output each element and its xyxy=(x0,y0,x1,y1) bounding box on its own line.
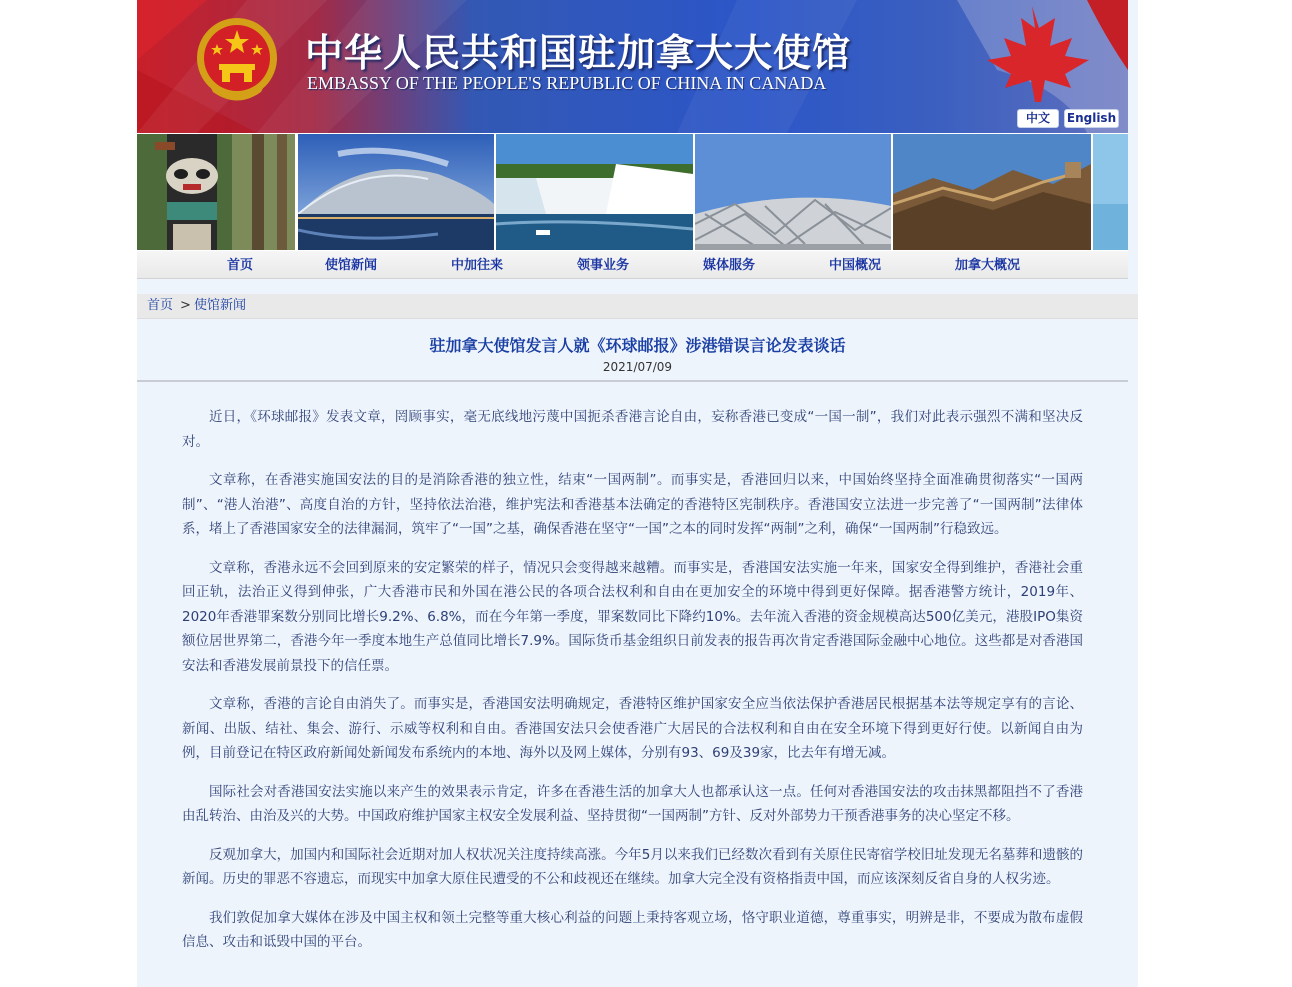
sky-photo xyxy=(1093,134,1128,250)
niagara-falls-photo xyxy=(496,134,693,250)
nav-item-consular-services[interactable]: 领事业务 xyxy=(577,258,630,273)
photo-strip xyxy=(137,133,1128,251)
nav-item-china-canada-relations[interactable]: 中加往来 xyxy=(451,258,504,273)
article-paragraph: 文章称，在香港实施国安法的目的是消除香港的独立性，结束“一国两制”。而事实是，香港回归以来，中国始终坚持全面准确贯彻落实“一国两制”、“港人治港”、高度自治的方针，坚持依法治港，维护宪法和香港基本法确定的香港特区宪制秩序。香港国安立法进一步完善了“一国两制”法律体系，堵上了香港国家安全的法律漏洞，筑牢了“一国”之基，确保香港在坚守“一国”之本的同时发挥“两制”之利，确保“一国两制”行稳致远。 xyxy=(182,472,1083,537)
language-english-button[interactable]: English xyxy=(1064,109,1119,128)
nav-item-about-china[interactable]: 中国概况 xyxy=(829,258,882,273)
national-theatre-photo xyxy=(298,134,494,250)
nav-item-embassy-news[interactable]: 使馆新闻 xyxy=(325,258,378,273)
breadcrumb xyxy=(137,294,1138,319)
main-navigation xyxy=(137,251,1128,279)
article-paragraph: 近日，《环球邮报》发表文章，罔顾事实，毫无底线地污蔑中国扼杀香港言论自由，妄称香港已变成“一国一制”，我们对此表示强烈不满和坚决反对。 xyxy=(182,409,1083,450)
breadcrumb-separator: > xyxy=(180,298,191,313)
birds-nest-stadium-photo xyxy=(695,134,891,250)
article-body xyxy=(182,405,1083,969)
totem-pole-photo xyxy=(137,134,295,250)
article-paragraph: 文章称，香港的言论自由消失了。而事实是，香港国安法明确规定，香港特区维护国家安全应当依法保护香港居民根据基本法等规定享有的言论、新闻、出版、结社、集会、游行、示威等权利和自由。香港国安法只会使香港广大居民的合法权利和自由在安全环境下得到更好行使。以新闻自由为例，目前登记在特区政府新闻处新闻发布系统内的本地、海外以及网上媒体，分别有93、69及39家，比去年有增无减。 xyxy=(182,696,1083,761)
article-paragraph: 国际社会对香港国安法实施以来产生的效果表示肯定，许多在香港生活的加拿大人也都承认这一点。任何对香港国安法的攻击抹黑都阻挡不了香港由乱转治、由治及兴的大势。中国政府维护国家主权安全发展利益、坚持贯彻“一国两制”方针、反对外部势力干预香港事务的决心坚定不移。 xyxy=(182,783,1083,824)
site-title-english: EMBASSY OF THE PEOPLE'S REPUBLIC OF CHINA IN CANADA xyxy=(307,73,827,93)
title-divider xyxy=(137,380,1128,382)
article-paragraph: 我们敦促加拿大媒体在涉及中国主权和领土完整等重大核心利益的问题上秉持客观立场，恪守职业道德，尊重事实，明辨是非，不要成为散布虚假信息、攻击和诋毁中国的平台。 xyxy=(182,909,1083,950)
nav-item-home[interactable]: 首页 xyxy=(227,258,254,273)
article-title: 驻加拿大使馆发言人就《环球邮报》涉港错误言论发表谈话 xyxy=(429,336,846,355)
breadcrumb-news-link[interactable]: 使馆新闻 xyxy=(194,298,247,313)
nav-item-media-services[interactable]: 媒体服务 xyxy=(703,258,756,273)
nav-item-about-canada[interactable]: 加拿大概况 xyxy=(955,258,1021,273)
article-paragraph: 文章称，香港永远不会回到原来的安定繁荣的样子，情况只会变得越来越糟。而事实是，香港国安法实施一年来，国家安全得到维护，香港社会重回正轨，法治正义得到伸张，广大香港市民和外国在港公民的各项合法权利和自由在更加安全的环境中得到更好保障。据香港警方统计，2019年、2020年香港罪案数分别同比增长9.2%、6.8%，而在今年第一季度，罪案数同比下降约10%。去年流入香港的资金规模高达500亿美元，港股IPO集资额位居世界第二，香港今年一季度本地生产总值同比增长7.9%。国际货币基金组织日前发表的报告再次肯定香港国际金融中心地位。这些都是对香港国安法和香港发展前景投下的信任票。 xyxy=(182,559,1083,674)
breadcrumb-home-link[interactable]: 首页 xyxy=(147,298,174,313)
page xyxy=(137,0,1138,987)
great-wall-photo xyxy=(893,134,1091,250)
site-banner xyxy=(137,0,1128,133)
article-paragraph: 反观加拿大，加国内和国际社会近期对加人权状况关注度持续高涨。今年5月以来我们已经数次看到有关原住民寄宿学校旧址发现无名墓葬和遗骸的新闻。历史的罪恶不容遗忘，而现实中加拿大原住民遭受的不公和歧视还在继续。加拿大完全没有资格指责中国，而应该深刻反省自身的人权劣迹。 xyxy=(182,846,1083,887)
national-emblem-icon xyxy=(195,14,279,106)
article-date: 2021/07/09 xyxy=(602,360,673,374)
language-chinese-button[interactable]: 中文 xyxy=(1017,109,1059,128)
site-title-chinese: 中华人民共和国驻加拿大大使馆 xyxy=(305,30,852,75)
